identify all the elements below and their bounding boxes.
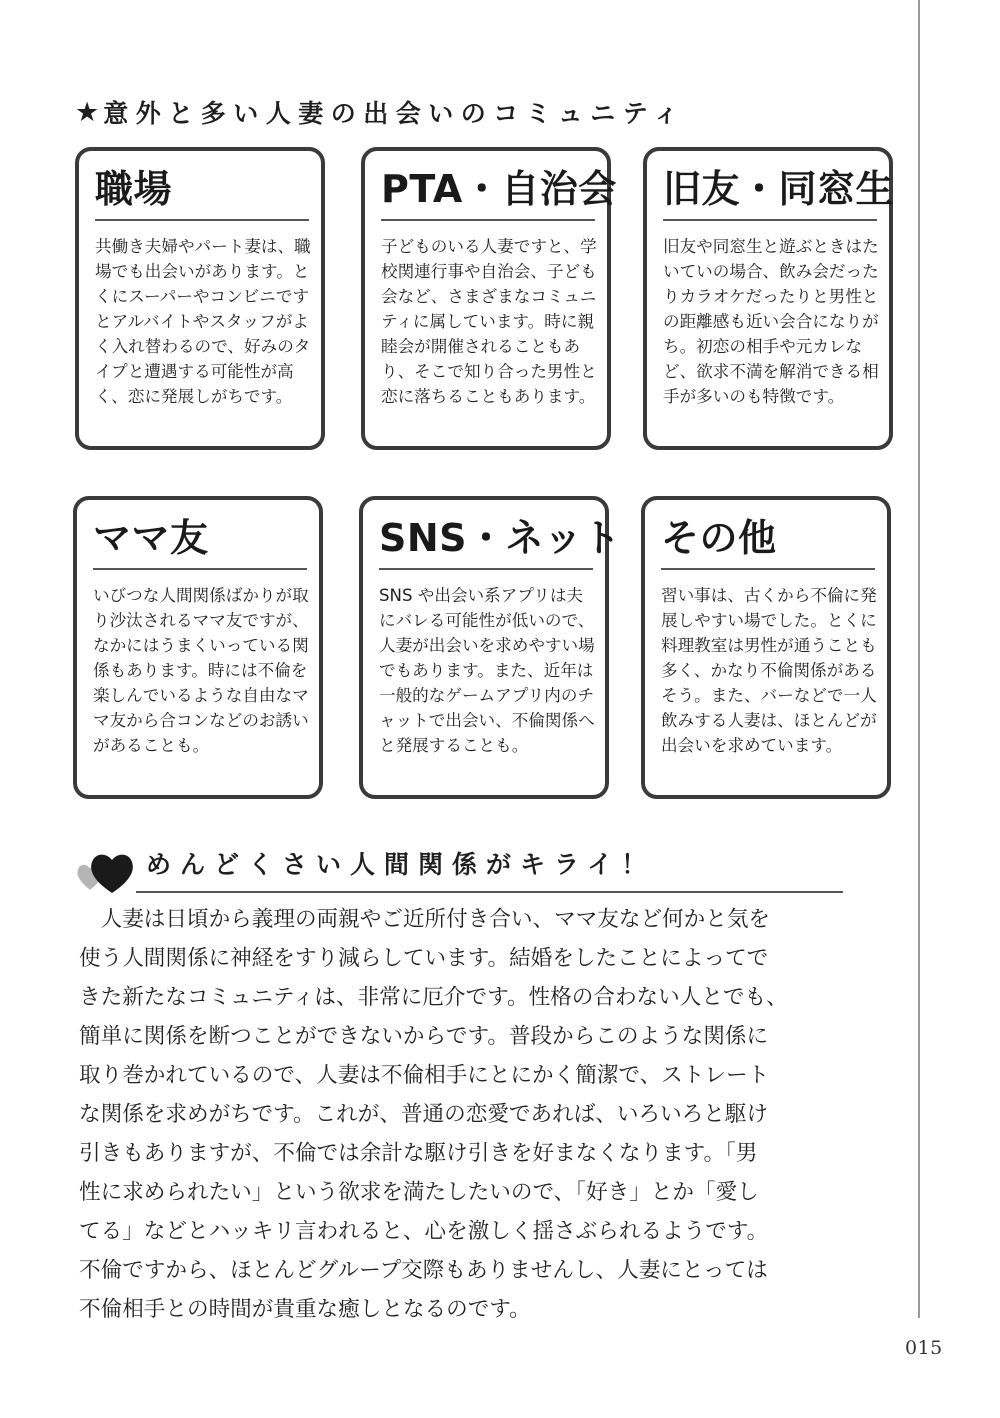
body-line: きた新たなコミュニティは、非常に厄介です。性格の合わない人とでも、 — [79, 985, 788, 1010]
hearts-icon — [72, 845, 134, 897]
body-line: な関係を求めがちです。これが、普通の恋愛であれば、いろいろと駆け — [79, 1102, 769, 1127]
card-text: 旧友や同窓生と遊ぶときはたいていの場合、飲み会だったりカラオケだったりと男性との距離感も近い会合になりがち。初恋の相手や元カレなど、欲求不満を解消できる相手が多いのも特徴です。 — [663, 237, 879, 406]
card-title: 職場 — [95, 167, 173, 211]
card-title: SNS・ネット — [379, 516, 622, 560]
section-heading-title: 意外と多い人妻の出会いのコミュニティ — [103, 99, 686, 128]
body-paragraph — [79, 900, 847, 1329]
card-divider — [661, 568, 875, 570]
card-text: 習い事は、古くから不倫に発展しやすい場でした。とくに料理教室は男性が通うことも多く、かなり不倫関係があるそう。また、バーなどで一人飲みする人妻は、ほとんどが出会いを求めています。 — [661, 586, 877, 755]
card-text: いびつな人間関係ばかりが取り沙汰されるママ友ですが、なかにはうまくいっている関係もあります。時には不倫を楽しんでいるような自由なママ友から合コンなどのお誘いがあることも。 — [93, 586, 309, 755]
section-heading — [75, 90, 835, 134]
card-divider — [379, 568, 593, 570]
card-title: ママ友 — [93, 516, 209, 560]
body-line: 引きもありますが、不倫では余計な駆け引きを好まなくなります。「男 — [79, 1141, 758, 1166]
sub-heading — [70, 843, 845, 895]
card-other — [641, 496, 891, 799]
card-old-friends — [643, 147, 893, 450]
card-divider — [663, 219, 877, 221]
card-divider — [95, 219, 309, 221]
page-number: 015 — [905, 1337, 943, 1359]
body-line: 性に求められたい」という欲求を満たしたいので、「好き」とか「愛し — [79, 1180, 759, 1205]
card-text: 子どものいる人妻ですと、学校関連行事や自治会、子ども会など、さまざまなコミュニティに属しています。時に親睦会が開催されることもあり、そこで知り合った男性と恋に落ちることもあります。 — [381, 237, 597, 406]
card-title: PTA・自治会 — [381, 167, 617, 211]
star-icon: ★ — [75, 96, 100, 128]
body-line: 使う人間関係に神経をすり減らしています。結婚をしたことによってで — [79, 946, 769, 971]
card-divider — [381, 219, 595, 221]
body-line: 人妻は日頃から義理の両親やご近所付き合い、ママ友など何かと気を — [79, 907, 771, 932]
sub-heading-title: めんどくさい人間関係がキライ！ — [146, 850, 656, 879]
card-text: 共働き夫婦やパート妻は、職場でも出会いがあります。とくにスーパーやコンビニですとアルバイトやスタッフがよく入れ替わるので、好みのタイプと遭遇する可能性が高く、恋に発展しがちです。 — [95, 237, 311, 406]
body-line: 不倫ですから、ほとんどグループ交際もありませんし、人妻にとっては — [79, 1258, 768, 1283]
body-line: 簡単に関係を断つことができないからです。普段からこのような関係に — [79, 1024, 769, 1049]
margin-rule — [918, 0, 920, 1318]
body-line: 取り巻かれているので、人妻は不倫相手にとにかく簡潔で、ストレート — [79, 1063, 770, 1088]
body-line: 不倫相手との時間が貴重な癒しとなるのです。 — [79, 1297, 531, 1322]
card-title: その他 — [661, 516, 777, 560]
card-divider — [93, 568, 307, 570]
card-title: 旧友・同窓生 — [663, 167, 895, 211]
body-line: てる」などとハッキリ言われると、心を激しく揺さぶられるようです。 — [79, 1219, 769, 1244]
card-workplace — [75, 147, 325, 450]
card-pta — [361, 147, 617, 450]
sub-heading-rule — [136, 891, 843, 893]
card-mama-friends — [73, 496, 323, 799]
card-text: SNS や出会い系アプリは夫にバレる可能性が低いので、人妻が出会いを求めやすい場でもあります。また、近年は一般的なゲームアプリ内のチャットで出会い、不倫関係へと発展することも。 — [379, 586, 595, 755]
card-sns — [359, 496, 622, 799]
